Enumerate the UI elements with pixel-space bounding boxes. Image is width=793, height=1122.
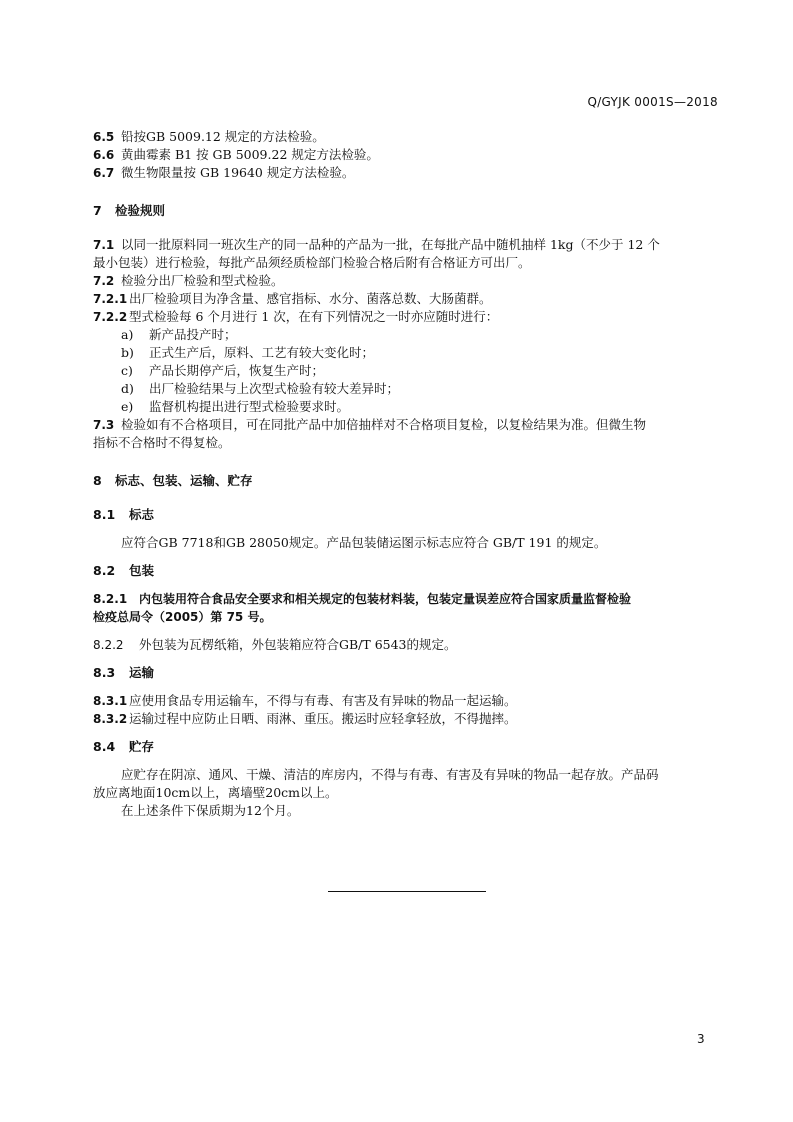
shelf-life-text: 在上述条件下保质期为12个月。 — [121, 803, 300, 818]
subsection-title: 运输 — [129, 665, 155, 680]
list-marker: a) — [121, 327, 134, 342]
clause-6-6 — [93, 146, 723, 164]
storage-paragraph-line: 应贮存在阴凉、通风、干燥、清洁的库房内，不得与有毒、有害及有异味的物品一起存放。产品码 — [121, 767, 659, 782]
subsection-number: 8.2 — [93, 563, 116, 578]
section-number: 8 — [93, 473, 102, 488]
list-item-text: 产品长期停产后，恢复生产时； — [149, 363, 325, 378]
list-item-text: 正式生产后，原料、工艺有较大变化时； — [149, 345, 375, 360]
clause-7-1-continued: 最小包装）进行检验，每批产品须经质检部门检验合格后附有合格证方可出厂。 — [93, 255, 531, 270]
clause-number: 6.6 — [93, 148, 115, 162]
list-item — [93, 344, 723, 362]
clause-7-3 — [93, 416, 723, 434]
clause-7-2 — [93, 272, 723, 290]
subsection-number: 8.3 — [93, 665, 116, 680]
section-title: 检验规则 — [115, 203, 166, 218]
clause-text: 黄曲霉素 B1 按 GB 5009.22 规定方法检验。 — [121, 147, 379, 162]
clause-text: 外包装为瓦楞纸箱，外包装箱应符合GB/T 6543的规定。 — [139, 637, 457, 652]
list-item-text: 新产品投产时； — [149, 327, 237, 342]
section-number: 7 — [93, 203, 102, 218]
subsection-number: 8.1 — [93, 507, 116, 522]
clause-text: 运输过程中应防止日晒、雨淋、重压。搬运时应轻拿轻放，不得抛摔。 — [129, 711, 517, 726]
page-content — [93, 128, 723, 820]
end-divider — [328, 891, 486, 892]
clause-text: 以同一批原料同一班次生产的同一品种的产品为一批，在每批产品中随机抽样 1kg（不少于 12 个 — [121, 237, 660, 252]
clause-8-2-1 — [93, 590, 723, 608]
section-8-heading — [93, 472, 723, 490]
clause-text: 检验如有不合格项目，可在同批产品中加倍抽样对不合格项目复检，以复检结果为准。但微生物 — [121, 417, 647, 432]
subsection-title: 包装 — [129, 563, 155, 578]
clause-number: 7.2 — [93, 274, 115, 288]
clause-7-3-continued: 指标不合格时不得复检。 — [93, 435, 231, 450]
clause-8-3-1 — [93, 692, 723, 710]
list-item — [93, 362, 723, 380]
clause-text: 铅按GB 5009.12 规定的方法检验。 — [121, 129, 325, 144]
subsection-8-1-heading — [93, 506, 723, 524]
section-7-heading — [93, 202, 723, 220]
clause-number: 7.2.2 — [93, 310, 128, 324]
clause-number: 7.1 — [93, 238, 115, 252]
clause-8-3-2 — [93, 710, 723, 728]
list-marker: b) — [121, 345, 134, 360]
section-title: 标志、包装、运输、贮存 — [115, 473, 253, 488]
subsection-8-1-text: 应符合GB 7718和GB 28050规定。产品包装储运图示标志应符合 GB/T 191 的规定。 — [121, 535, 607, 550]
clause-8-2-1-continued: 检疫总局令（2005）第 75 号。 — [93, 610, 272, 624]
clause-7-2-1 — [93, 290, 723, 308]
clause-7-1 — [93, 236, 723, 254]
standard-code: Q/GYJK 0001S—2018 — [587, 95, 718, 109]
clause-6-5 — [93, 128, 723, 146]
list-marker: c) — [121, 363, 133, 378]
subsection-title: 贮存 — [129, 739, 155, 754]
clause-number: 6.5 — [93, 130, 115, 144]
clause-text: 出厂检验项目为净含量、感官指标、水分、菌落总数、大肠菌群。 — [129, 291, 492, 306]
subsection-title: 标志 — [129, 507, 155, 522]
list-item-text: 监督机构提出进行型式检验要求时。 — [149, 399, 350, 414]
clause-number: 8.2.2 — [93, 638, 124, 652]
clause-number: 6.7 — [93, 166, 115, 180]
clause-8-2-2 — [93, 636, 723, 654]
clause-text: 检验分出厂检验和型式检验。 — [121, 273, 284, 288]
list-marker: d) — [121, 381, 134, 396]
storage-paragraph-continued: 放应离地面10cm以上，离墙壁20cm以上。 — [93, 785, 338, 800]
list-item — [93, 326, 723, 344]
list-item — [93, 398, 723, 416]
page-number: 3 — [697, 1032, 705, 1046]
list-marker: e) — [121, 399, 134, 414]
list-item-text: 出厂检验结果与上次型式检验有较大差异时； — [149, 381, 400, 396]
subsection-8-4-heading — [93, 738, 723, 756]
clause-number: 8.3.2 — [93, 712, 128, 726]
clause-text: 微生物限量按 GB 19640 规定方法检验。 — [121, 165, 355, 180]
clause-number: 8.2.1 — [93, 592, 128, 606]
clause-text: 内包装用符合食品安全要求和相关规定的包装材料装，包装定量误差应符合国家质量监督检验 — [139, 592, 632, 606]
clause-7-2-2 — [93, 308, 723, 326]
clause-number: 7.2.1 — [93, 292, 128, 306]
clause-number: 8.3.1 — [93, 694, 128, 708]
list-item — [93, 380, 723, 398]
clause-number: 7.3 — [93, 418, 115, 432]
clause-6-7 — [93, 164, 723, 182]
subsection-8-2-heading — [93, 562, 723, 580]
clause-text: 型式检验每 6 个月进行 1 次，在有下列情况之一时亦应随时进行： — [129, 309, 499, 324]
subsection-number: 8.4 — [93, 739, 116, 754]
clause-text: 应使用食品专用运输车，不得与有毒、有害及有异味的物品一起运输。 — [129, 693, 517, 708]
subsection-8-3-heading — [93, 664, 723, 682]
